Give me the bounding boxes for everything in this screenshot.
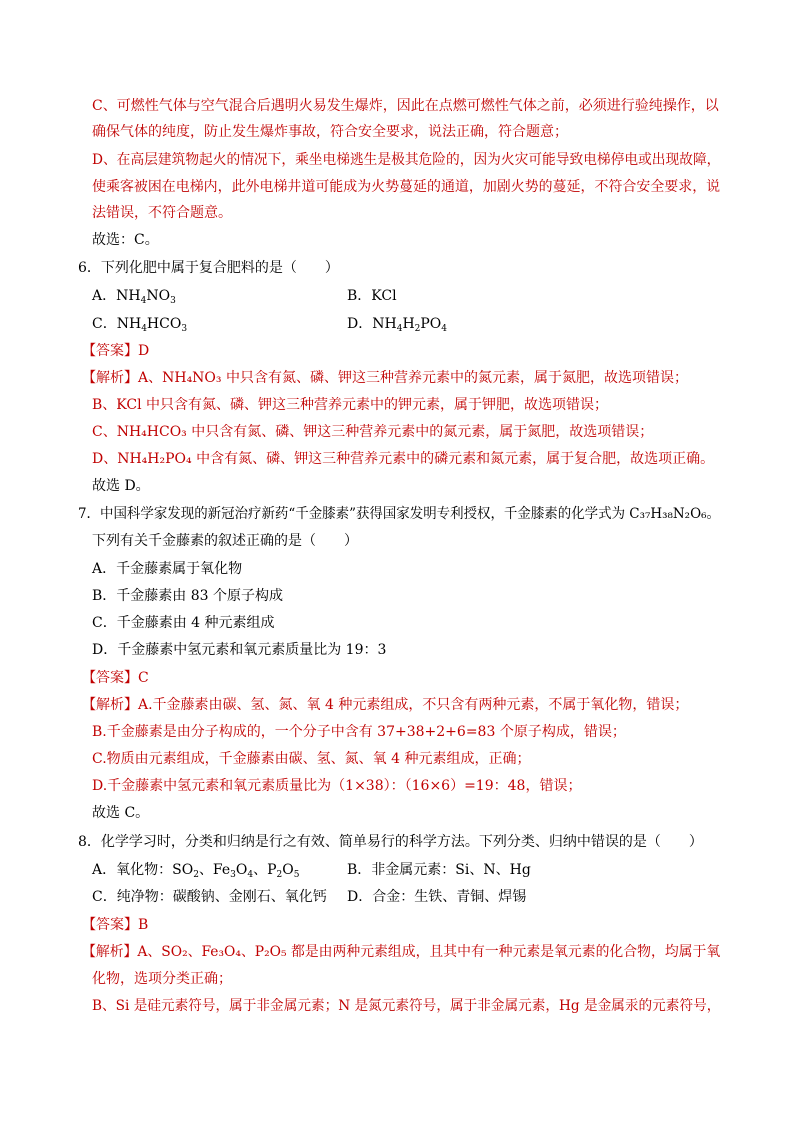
q5-explanation-c-line2: 确保气体的纯度，防止发生爆炸事故，符合安全要求，说法正确，符合题意； [92, 124, 568, 140]
q7-explanation-d: D.千金藤素中氢元素和氧元素质量比为（1×38）：（16×6）=19：48，错误； [92, 778, 582, 794]
q6-explanation-a-text: A、NH₄NO₃ 中只含有氮、磷、钾这三种营养元素中的氮元素，属于氮肥，故选项错误； [138, 370, 688, 386]
q7-stem-line1: 7．中国科学家发现的新冠治疗新药“千金膝素”获得国家发明专利授权，千金膝素的化学式为 C₃₇H₃₈N₂O₆。 [78, 506, 720, 522]
q7-option-d: D．千金藤素中氢元素和氧元素质量比为 19：3 [92, 642, 387, 658]
q7-option-a: A．千金藤素属于氧化物 [92, 561, 243, 577]
q8-option-c: C．纯净物：碳酸钠、金刚石、氧化钙 [92, 889, 327, 905]
q8-answer-tag: 【答案】 [82, 917, 138, 933]
q6-answer [82, 341, 149, 361]
q6-answer-value: D [138, 343, 150, 359]
q5-explanation-d-line1: D、在高层建筑物起火的情况下，乘坐电梯逃生是极其危险的，因为火灾可能导致电梯停电或出现故障， [92, 152, 721, 168]
q7-explanation-c: C.物质由元素组成，千金藤素由碳、氢、氮、氧 4 种元素组成，正确； [92, 751, 531, 767]
q6-option-a: A．$NH_4NO_3$ [92, 288, 176, 306]
q6-option-d: D．$NH_4H_2PO_4$ [347, 316, 448, 334]
q6-option-c-label: C． [92, 316, 117, 332]
q7-choice: 故选 C。 [92, 805, 150, 821]
q8-explanation-a-line1 [82, 942, 720, 962]
q7-explanation-a-text: A.千金藤素由碳、氢、氮、氧 4 种元素组成，不只含有两种元素，不属于氧化物，错误； [138, 697, 689, 713]
q5-explanation-d-line3: 法错误，不符合题意。 [92, 205, 232, 221]
q6-option-d-label: D． [347, 316, 373, 332]
q8-option-d: D．合金：生铁、青铜、焊锡 [347, 889, 527, 905]
q6-explanation-d: D、NH₄H₂PO₄ 中含有氮、磷、钾这三种营养元素中的磷元素和氮元素，属于复合肥，故选项正确。 [92, 451, 715, 467]
q7-answer-tag: 【答案】 [82, 670, 138, 686]
q7-explanation-a [82, 695, 688, 715]
q5-explanation-c-line1: C、可燃性气体与空气混合后遇明火易发生爆炸，因此在点燃可燃性气体之前，必须进行验纯操作，以 [92, 98, 719, 114]
q6-explanation-c: C、NH₄HCO₃ 中只含有氮、磷、钾这三种营养元素中的氮元素，属于氮肥，故选项错误； [92, 424, 654, 440]
q6-answer-tag: 【答案】 [82, 343, 138, 359]
q7-option-b: B．千金藤素由 83 个原子构成 [92, 588, 284, 604]
q8-answer-value: B [138, 917, 149, 933]
q7-explanation-tag: 【解析】 [82, 697, 138, 713]
q8-explanation-a-text: A、SO₂、Fe₃O₄、P₂O₅ 都是由两种元素组成，且其中有一种元素是氧元素的化合物，均属于氧 [137, 944, 721, 960]
q6-option-b: B．KCl [347, 288, 397, 304]
q6-explanation-a [82, 368, 688, 388]
q7-answer [82, 668, 149, 688]
q6-explanation-b: B、KCl 中只含有氮、磷、钾这三种营养元素中的钾元素，属于钾肥，故选项错误； [92, 397, 609, 413]
q8-stem: 8．化学学习时，分类和归纳是行之有效、简单易行的科学方法。下列分类、归纳中错误的是（ ） [78, 834, 703, 850]
q6-choice: 故选 D。 [92, 478, 150, 494]
q8-option-a-label: A．氧化物： [92, 862, 173, 878]
q6-option-a-label: A． [92, 288, 117, 304]
q6-option-c: C．$NH_4HCO_3$ [92, 316, 188, 334]
q7-stem-line2: 下列有关千金藤素的叙述正确的是（ ） [92, 533, 358, 549]
q7-option-c: C．千金藤素由 4 种元素组成 [92, 615, 275, 631]
q8-answer [82, 915, 148, 935]
q8-explanation-tag: 【解析】 [82, 944, 138, 960]
q6-stem: 6．下列化肥中属于复合肥料的是（ ） [78, 260, 339, 276]
q5-choice: 故选：C。 [92, 232, 159, 248]
q8-option-b: B．非金属元素：Si、N、Hg [347, 862, 531, 878]
q8-explanation-b: B、Si 是硅元素符号，属于非金属元素；N 是氮元素符号，属于非金属元素，Hg 是金属汞的元素符号， [92, 998, 721, 1014]
q6-explanation-tag: 【解析】 [82, 370, 138, 386]
q7-answer-value: C [138, 670, 149, 686]
q7-explanation-b: B.千金藤素是由分子构成的，一个分子中含有 37+38+2+6=83 个原子构成，错误； [92, 724, 626, 740]
q8-option-a: A．氧化物：$SO_2$、$Fe_3O_4$、$P_2O_5$ [92, 862, 300, 880]
q8-explanation-a-line2: 化物，选项分类正确； [92, 971, 232, 987]
q5-explanation-d-line2: 使乘客被困在电梯内，此外电梯井道可能成为火势蔓延的通道，加剧火势的蔓延，不符合安全要求，说 [92, 179, 721, 195]
